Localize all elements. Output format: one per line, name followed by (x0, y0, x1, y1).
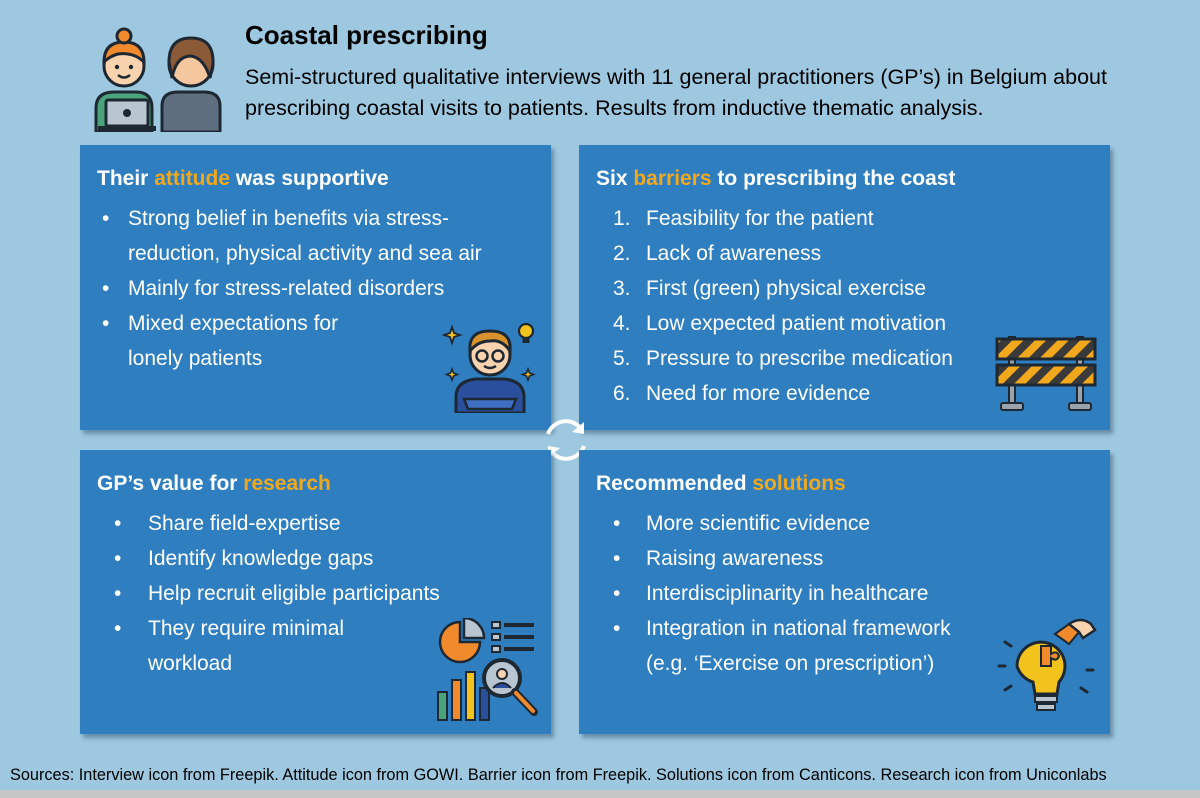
list-item (114, 506, 440, 541)
interview-icon (92, 22, 222, 132)
number-marker: 3. (613, 277, 631, 300)
bullet-marker: • (114, 512, 122, 535)
research-panel (80, 450, 551, 734)
attitude-title-pre: Their (97, 167, 155, 190)
list-item (613, 541, 951, 576)
barriers-title-pre: Six (596, 167, 634, 190)
list-item (613, 236, 953, 271)
list-item (613, 646, 951, 681)
list-item (102, 201, 482, 236)
number-marker: 5. (613, 347, 631, 370)
barriers-panel-title (596, 167, 955, 191)
list-item-text: Strong belief in benefits via stress- (128, 207, 449, 230)
list-item (114, 646, 440, 681)
list-item (114, 611, 440, 646)
bullet-marker: • (102, 207, 110, 230)
list-item-text: Identify knowledge gaps (148, 547, 374, 570)
list-item (102, 306, 482, 341)
list-item-text: Pressure to prescribe medication (646, 347, 953, 370)
number-marker: 2. (613, 242, 631, 265)
solutions-title-accent: solutions (752, 472, 846, 495)
solutions-panel-title (596, 472, 846, 496)
list-item-text: Lack of awareness (646, 242, 822, 265)
list-item (102, 341, 482, 376)
page-title: Coastal prescribing (245, 20, 488, 50)
attitude-list (102, 201, 482, 376)
list-item (613, 611, 951, 646)
research-panel-title (97, 472, 331, 496)
list-item-text: First (green) physical exercise (646, 277, 927, 300)
list-item-text: Mixed expectations for (128, 312, 339, 335)
list-item (613, 376, 953, 411)
barrier-icon (995, 335, 1097, 413)
solutions-panel (579, 450, 1110, 734)
solutions-title-pre: Recommended (596, 472, 753, 495)
research-title-pre: GP’s value for (97, 472, 244, 495)
list-item (613, 271, 953, 306)
attitude-title-post: was supportive (230, 167, 389, 190)
list-item (613, 506, 951, 541)
list-item-text: Feasibility for the patient (646, 207, 874, 230)
list-item-text: Help recruit eligible participants (148, 582, 440, 605)
list-item (102, 236, 482, 271)
list-item (114, 541, 440, 576)
bullet-marker: • (102, 277, 110, 300)
research-title-accent: research (243, 472, 331, 495)
list-item-text: Interdisciplinarity in healthcare (646, 582, 929, 605)
list-item-text: reduction, physical activity and sea air (128, 242, 482, 265)
attitude-icon (442, 317, 538, 413)
barriers-list (613, 201, 953, 411)
bullet-marker: • (102, 312, 110, 335)
list-item-text: Raising awareness (646, 547, 824, 570)
barriers-title-accent: barriers (633, 167, 712, 190)
list-item-text: Mainly for stress-related disorders (128, 277, 445, 300)
list-item-text: (e.g. ‘Exercise on prescription’) (646, 652, 935, 675)
sources-footnote: Sources: Interview icon from Freepik. Attitude icon from GOWI. Barrier icon from Freepik. Solutions icon from Canticons. Research icon from Uniconlabs (10, 766, 1107, 784)
number-marker: 4. (613, 312, 631, 335)
page-subtitle: Semi-structured qualitative interviews with 11 general practitioners (GP’s) in Belgium about prescribing coastal visits to patients. Results from inductive thematic analysis. (245, 65, 1107, 120)
list-item (613, 576, 951, 611)
bullet-marker: • (613, 512, 621, 535)
list-item-text: They require minimal (148, 617, 345, 640)
number-marker: 6. (613, 382, 631, 405)
research-icon (436, 618, 542, 722)
number-marker: 1. (613, 207, 631, 230)
list-item-text: lonely patients (128, 347, 263, 370)
bullet-marker: • (114, 547, 122, 570)
list-item-text: More scientific evidence (646, 512, 871, 535)
list-item-text: Share field-expertise (148, 512, 341, 535)
bullet-marker: • (613, 617, 621, 640)
bullet-marker: • (613, 547, 621, 570)
research-list (114, 506, 440, 681)
attitude-title-accent: attitude (154, 167, 231, 190)
list-item (613, 201, 953, 236)
barriers-panel (579, 145, 1110, 430)
list-item-text: Integration in national framework (646, 617, 951, 640)
list-item-text: workload (148, 652, 233, 675)
list-item (102, 271, 482, 306)
bottom-strip (0, 790, 1200, 798)
list-item-text: Low expected patient motivation (646, 312, 947, 335)
solutions-icon (997, 616, 1097, 716)
bullet-marker: • (114, 582, 122, 605)
solutions-list (613, 506, 951, 681)
list-item (114, 576, 440, 611)
bullet-marker: • (114, 617, 122, 640)
bullet-marker: • (613, 582, 621, 605)
list-item-text: Need for more evidence (646, 382, 871, 405)
barriers-title-post: to prescribing the coast (711, 167, 956, 190)
list-item (613, 341, 953, 376)
list-item (613, 306, 953, 341)
attitude-panel-title (97, 167, 389, 191)
attitude-panel (80, 145, 551, 430)
